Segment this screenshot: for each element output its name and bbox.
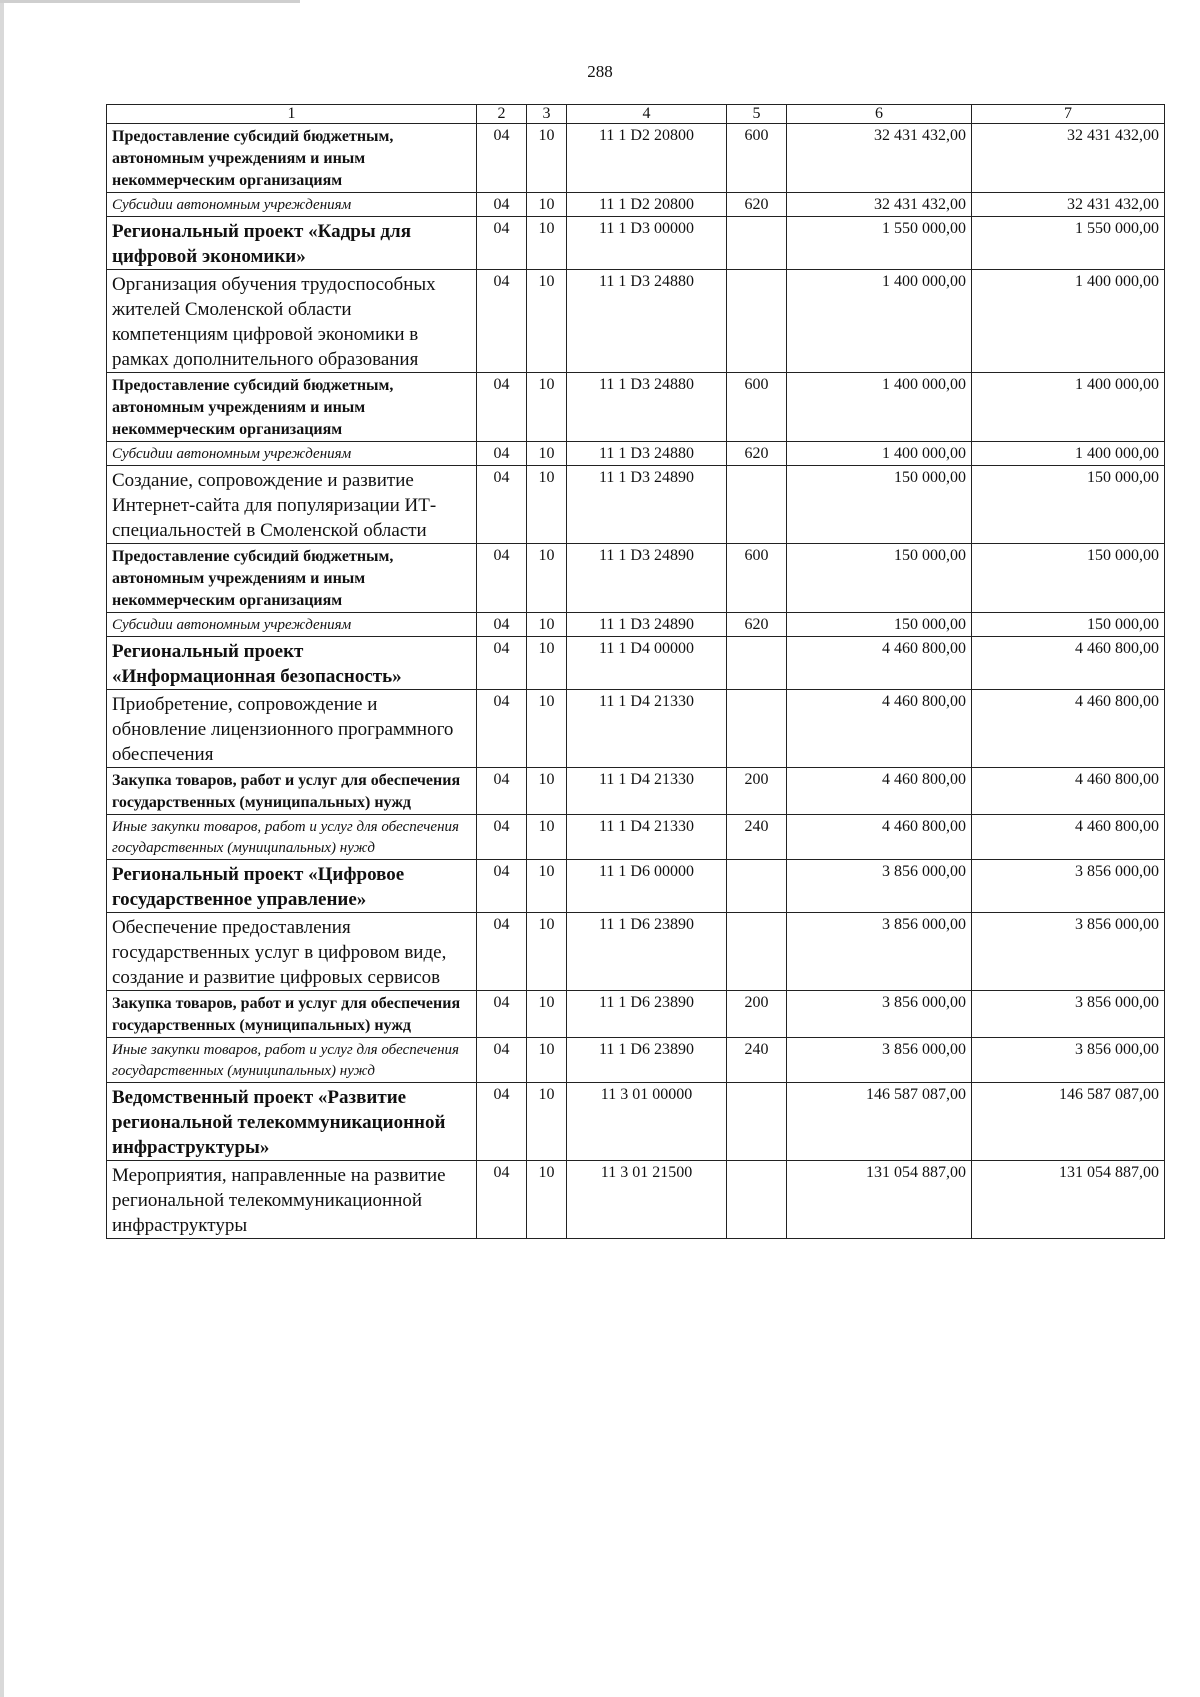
table-row — [107, 913, 1165, 991]
column-header: 4 — [567, 105, 727, 124]
row-name: Иные закупки товаров, работ и услуг для обеспечения государственных (муниципальных) нужд — [107, 815, 477, 860]
target-article-code: 11 1 D4 21330 — [567, 690, 727, 768]
row-name: Мероприятия, направленные на развитие региональной телекоммуникационной инфраструктуры — [107, 1161, 477, 1239]
amount-year-1: 3 856 000,00 — [787, 991, 972, 1038]
target-article-code: 11 1 D6 23890 — [567, 913, 727, 991]
expense-type-code: 240 — [727, 815, 787, 860]
target-article-code: 11 1 D2 20800 — [567, 193, 727, 217]
column-header: 3 — [527, 105, 567, 124]
section-code: 04 — [477, 913, 527, 991]
subsection-code: 10 — [527, 913, 567, 991]
row-name: Приобретение, сопровождение и обновление лицензионного программного обеспечения — [107, 690, 477, 768]
table-row — [107, 373, 1165, 442]
subsection-code: 10 — [527, 613, 567, 637]
row-name: Ведомственный проект «Развитие региональной телекоммуникационной инфраструктуры» — [107, 1083, 477, 1161]
amount-year-2: 3 856 000,00 — [972, 913, 1165, 991]
amount-year-1: 131 054 887,00 — [787, 1161, 972, 1239]
expense-type-code: 240 — [727, 1038, 787, 1083]
budget-table — [106, 104, 1165, 1239]
target-article-code: 11 1 D6 00000 — [567, 860, 727, 913]
page-number: 288 — [587, 62, 613, 81]
subsection-code: 10 — [527, 991, 567, 1038]
table-row — [107, 442, 1165, 466]
subsection-code: 10 — [527, 442, 567, 466]
section-code: 04 — [477, 217, 527, 270]
section-code: 04 — [477, 466, 527, 544]
row-name: Закупка товаров, работ и услуг для обеспечения государственных (муниципальных) нужд — [107, 991, 477, 1038]
amount-year-2: 146 587 087,00 — [972, 1083, 1165, 1161]
section-code: 04 — [477, 544, 527, 613]
row-name: Предоставление субсидий бюджетным, автономным учреждениям и иным некоммерческим организациям — [107, 373, 477, 442]
amount-year-2: 32 431 432,00 — [972, 124, 1165, 193]
section-code: 04 — [477, 193, 527, 217]
amount-year-1: 4 460 800,00 — [787, 637, 972, 690]
amount-year-1: 1 400 000,00 — [787, 373, 972, 442]
table-row — [107, 768, 1165, 815]
row-name: Создание, сопровождение и развитие Интернет-сайта для популяризации ИТ-специальностей в Смоленской области — [107, 466, 477, 544]
section-code: 04 — [477, 768, 527, 815]
amount-year-2: 4 460 800,00 — [972, 690, 1165, 768]
expense-type-code — [727, 270, 787, 373]
table-row — [107, 860, 1165, 913]
scan-edge — [0, 0, 4, 1697]
subsection-code: 10 — [527, 690, 567, 768]
amount-year-2: 1 400 000,00 — [972, 270, 1165, 373]
target-article-code: 11 1 D6 23890 — [567, 991, 727, 1038]
subsection-code: 10 — [527, 193, 567, 217]
target-article-code: 11 1 D3 24890 — [567, 466, 727, 544]
subsection-code: 10 — [527, 124, 567, 193]
target-article-code: 11 1 D6 23890 — [567, 1038, 727, 1083]
subsection-code: 10 — [527, 466, 567, 544]
section-code: 04 — [477, 815, 527, 860]
row-name: Региональный проект «Кадры для цифровой экономики» — [107, 217, 477, 270]
column-header: 5 — [727, 105, 787, 124]
amount-year-2: 3 856 000,00 — [972, 991, 1165, 1038]
subsection-code: 10 — [527, 860, 567, 913]
section-code: 04 — [477, 613, 527, 637]
row-name: Субсидии автономным учреждениям — [107, 613, 477, 637]
row-name: Организация обучения трудоспособных жителей Смоленской области компетенциям цифровой экономики в рамках дополнительного образования — [107, 270, 477, 373]
section-code: 04 — [477, 124, 527, 193]
scan-mark — [0, 0, 300, 3]
section-code: 04 — [477, 690, 527, 768]
amount-year-2: 150 000,00 — [972, 613, 1165, 637]
amount-year-1: 4 460 800,00 — [787, 690, 972, 768]
target-article-code: 11 1 D4 21330 — [567, 815, 727, 860]
target-article-code: 11 1 D4 21330 — [567, 768, 727, 815]
column-number-row — [107, 105, 1165, 124]
amount-year-1: 4 460 800,00 — [787, 815, 972, 860]
amount-year-1: 3 856 000,00 — [787, 860, 972, 913]
subsection-code: 10 — [527, 1161, 567, 1239]
row-name: Региональный проект «Информационная безопасность» — [107, 637, 477, 690]
expense-type-code: 200 — [727, 991, 787, 1038]
subsection-code: 10 — [527, 544, 567, 613]
target-article-code: 11 1 D2 20800 — [567, 124, 727, 193]
section-code: 04 — [477, 270, 527, 373]
amount-year-1: 150 000,00 — [787, 466, 972, 544]
subsection-code: 10 — [527, 1038, 567, 1083]
expense-type-code: 600 — [727, 373, 787, 442]
amount-year-1: 3 856 000,00 — [787, 1038, 972, 1083]
column-header: 6 — [787, 105, 972, 124]
expense-type-code — [727, 637, 787, 690]
amount-year-1: 4 460 800,00 — [787, 768, 972, 815]
subsection-code: 10 — [527, 815, 567, 860]
row-name: Обеспечение предоставления государственных услуг в цифровом виде, создание и развитие цифровых сервисов — [107, 913, 477, 991]
row-name: Иные закупки товаров, работ и услуг для обеспечения государственных (муниципальных) нужд — [107, 1038, 477, 1083]
subsection-code: 10 — [527, 637, 567, 690]
amount-year-2: 1 400 000,00 — [972, 373, 1165, 442]
target-article-code: 11 1 D3 00000 — [567, 217, 727, 270]
table-body — [107, 105, 1165, 1239]
amount-year-1: 32 431 432,00 — [787, 124, 972, 193]
expense-type-code: 200 — [727, 768, 787, 815]
target-article-code: 11 1 D3 24880 — [567, 373, 727, 442]
amount-year-1: 150 000,00 — [787, 613, 972, 637]
row-name: Закупка товаров, работ и услуг для обеспечения государственных (муниципальных) нужд — [107, 768, 477, 815]
section-code: 04 — [477, 1161, 527, 1239]
amount-year-1: 150 000,00 — [787, 544, 972, 613]
section-code: 04 — [477, 1038, 527, 1083]
amount-year-2: 32 431 432,00 — [972, 193, 1165, 217]
column-header: 1 — [107, 105, 477, 124]
row-name: Субсидии автономным учреждениям — [107, 193, 477, 217]
table-row — [107, 124, 1165, 193]
amount-year-1: 146 587 087,00 — [787, 1083, 972, 1161]
expense-type-code — [727, 690, 787, 768]
amount-year-2: 4 460 800,00 — [972, 768, 1165, 815]
target-article-code: 11 3 01 21500 — [567, 1161, 727, 1239]
table-row — [107, 466, 1165, 544]
expense-type-code: 620 — [727, 442, 787, 466]
table-row — [107, 1161, 1165, 1239]
target-article-code: 11 1 D4 00000 — [567, 637, 727, 690]
table-row — [107, 544, 1165, 613]
row-name: Региональный проект «Цифровое государственное управление» — [107, 860, 477, 913]
target-article-code: 11 1 D3 24890 — [567, 544, 727, 613]
table-row — [107, 270, 1165, 373]
table-row — [107, 690, 1165, 768]
column-header: 2 — [477, 105, 527, 124]
expense-type-code: 620 — [727, 193, 787, 217]
row-name: Предоставление субсидий бюджетным, автономным учреждениям и иным некоммерческим организациям — [107, 124, 477, 193]
subsection-code: 10 — [527, 217, 567, 270]
section-code: 04 — [477, 860, 527, 913]
table-row — [107, 637, 1165, 690]
expense-type-code — [727, 466, 787, 544]
amount-year-1: 1 400 000,00 — [787, 270, 972, 373]
expense-type-code — [727, 1161, 787, 1239]
table-row — [107, 613, 1165, 637]
amount-year-1: 1 400 000,00 — [787, 442, 972, 466]
subsection-code: 10 — [527, 768, 567, 815]
amount-year-2: 4 460 800,00 — [972, 815, 1165, 860]
section-code: 04 — [477, 1083, 527, 1161]
section-code: 04 — [477, 373, 527, 442]
row-name: Предоставление субсидий бюджетным, автономным учреждениям и иным некоммерческим организациям — [107, 544, 477, 613]
expense-type-code: 600 — [727, 544, 787, 613]
target-article-code: 11 1 D3 24880 — [567, 270, 727, 373]
target-article-code: 11 1 D3 24890 — [567, 613, 727, 637]
amount-year-1: 32 431 432,00 — [787, 193, 972, 217]
section-code: 04 — [477, 991, 527, 1038]
amount-year-1: 3 856 000,00 — [787, 913, 972, 991]
expense-type-code — [727, 1083, 787, 1161]
row-name: Субсидии автономным учреждениям — [107, 442, 477, 466]
table-row — [107, 193, 1165, 217]
table-row — [107, 991, 1165, 1038]
amount-year-2: 1 400 000,00 — [972, 442, 1165, 466]
amount-year-2: 150 000,00 — [972, 544, 1165, 613]
expense-type-code: 620 — [727, 613, 787, 637]
amount-year-1: 1 550 000,00 — [787, 217, 972, 270]
section-code: 04 — [477, 637, 527, 690]
amount-year-2: 150 000,00 — [972, 466, 1165, 544]
expense-type-code — [727, 217, 787, 270]
amount-year-2: 3 856 000,00 — [972, 860, 1165, 913]
amount-year-2: 131 054 887,00 — [972, 1161, 1165, 1239]
target-article-code: 11 3 01 00000 — [567, 1083, 727, 1161]
expense-type-code: 600 — [727, 124, 787, 193]
expense-type-code — [727, 913, 787, 991]
section-code: 04 — [477, 442, 527, 466]
expense-type-code — [727, 860, 787, 913]
amount-year-2: 3 856 000,00 — [972, 1038, 1165, 1083]
subsection-code: 10 — [527, 270, 567, 373]
table-row — [107, 1083, 1165, 1161]
table-row — [107, 217, 1165, 270]
table-row — [107, 815, 1165, 860]
amount-year-2: 4 460 800,00 — [972, 637, 1165, 690]
table-row — [107, 1038, 1165, 1083]
column-header: 7 — [972, 105, 1165, 124]
subsection-code: 10 — [527, 1083, 567, 1161]
amount-year-2: 1 550 000,00 — [972, 217, 1165, 270]
target-article-code: 11 1 D3 24880 — [567, 442, 727, 466]
subsection-code: 10 — [527, 373, 567, 442]
